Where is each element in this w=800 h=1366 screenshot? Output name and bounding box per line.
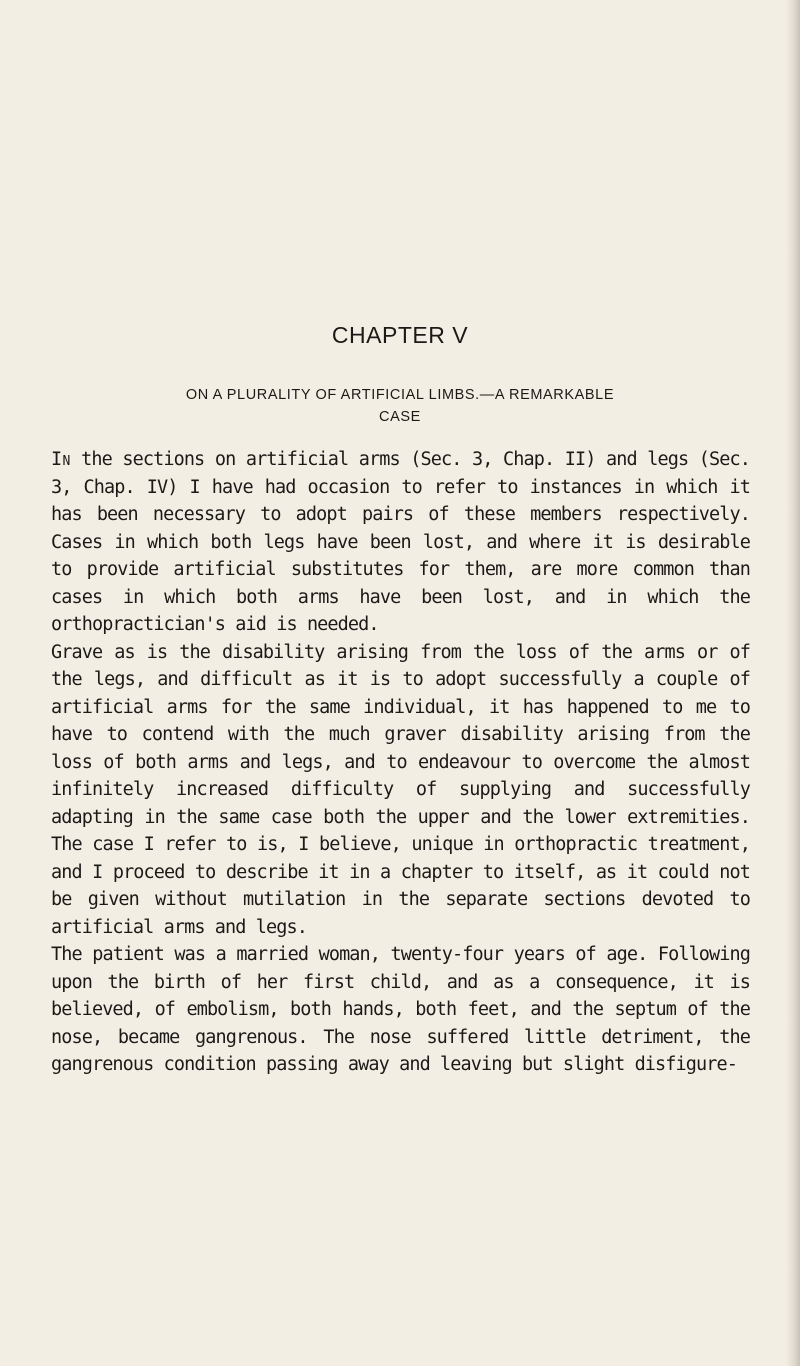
paragraph-lead-word: In — [51, 449, 71, 470]
paragraph-3 — [51, 941, 750, 1079]
paragraph-text: The patient was a married woman, twenty-four years of age. Following upon the birth of her first child, and as a consequence, it is believed, of embolism, both hands, both feet, and the septum of the nose, became gangrenous. The nose suffered little detriment, the gangrenous condition passing away and leaving but slight disfigure- — [51, 944, 750, 1075]
chapter-subtitle — [80, 384, 720, 428]
paragraph-1 — [51, 446, 750, 639]
chapter-subtitle-line-2: CASE — [379, 409, 421, 425]
page-edge-shadow — [786, 0, 800, 1366]
chapter-subtitle-line-1: ON A PLURALITY OF ARTIFICIAL LIMBS.—A REMARKABLE — [185, 387, 615, 403]
paragraph-2 — [51, 639, 750, 942]
paragraph-text: Grave as is the disability arising from the loss of the arms or of the legs, and difficult as it is to adopt successfully a couple of artificial arms for the same individual, it has happened to me to have to contend with the much graver disability arising from the loss of both arms and legs, and to endeavour to overcome the almost infinitely increased difficulty of supplying and successfully adapting in the same case both the upper and the lower extremities. The case I refer to is, I believe, unique in orthopractic treatment, and I proceed to describe it in a chapter to itself, as it could not be given without mutilation in the separate sections devoted to artificial arms and legs. — [51, 641, 750, 938]
paragraph-text: the sections on artificial arms (Sec. 3, Chap. II) and legs (Sec. 3, Chap. IV) I have had occasion to refer to instances in which it has been necessary to adopt pairs of these members respectively. Cases in which both legs have been lost, and where it is desirable to provide artificial substitutes for them, are more common than cases in which both arms have been lost, and in which the orthopractician's aid is needed. — [51, 449, 750, 635]
chapter-body — [51, 446, 750, 1079]
chapter-title: CHAPTER V — [331, 322, 469, 348]
